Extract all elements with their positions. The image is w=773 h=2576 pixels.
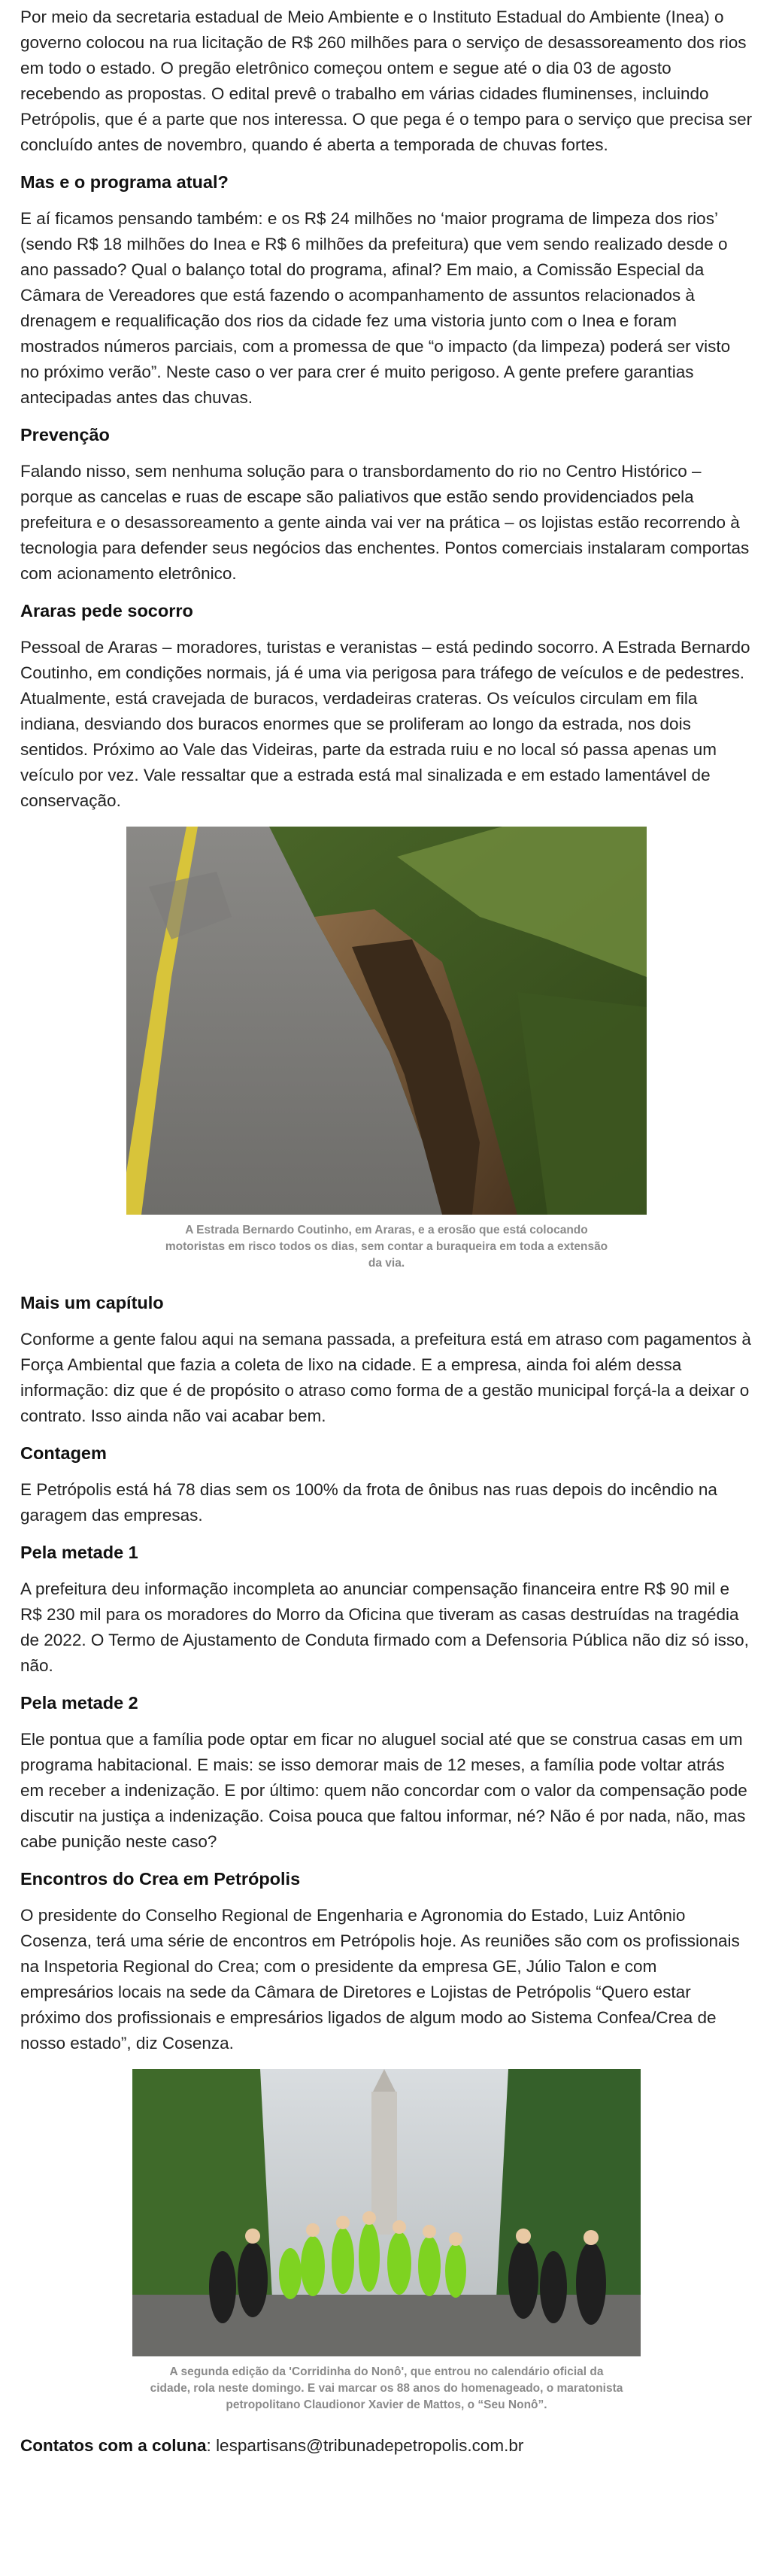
- column-contact: [20, 2433, 753, 2459]
- paragraph-araras: Pessoal de Araras – moradores, turistas e veranistas – está pedindo socorro. A Estrada Bernardo Coutinho, em condições normais, já é uma via perigosa para tráfego de veículos e de pedestres. Atualmente, está cravejada de buracos, verdadeiras crateras. Os veículos circulam em fila indiana, desviando dos buracos enormes que se proliferam ao longo da estrada, nos dois sentidos. Próximo ao Vale das Videiras, parte da estrada ruiu e no local só passa apenas um veículo por vez. Vale ressaltar que a estrada está mal sinalizada e em estado lamentável de conservação.: [20, 638, 750, 810]
- heading-capitulo: Mais um capítulo: [20, 1293, 164, 1312]
- paragraph-contagem: E Petrópolis está há 78 dias sem os 100% da frota de ônibus nas ruas depois do incêndio na garagem das empresas.: [20, 1480, 717, 1525]
- race-photo: [132, 2069, 641, 2356]
- paragraph-metade1: A prefeitura deu informação incompleta ao anunciar compensação financeira entre R$ 90 mil e R$ 230 mil para os moradores do Morro da Oficina que tiveram as casas destruídas na tragédia de 2022. O Termo de Ajustamento de Conduta firmado com a Defensoria Pública não diz só isso, não.: [20, 1579, 749, 1675]
- heading-contagem: Contagem: [20, 1443, 107, 1463]
- contact-label: Contatos com a coluna: [20, 2436, 207, 2455]
- paragraph-metade2: Ele pontua que a família pode optar em ficar no aluguel social até que se construa casas em um programa habitacional. E mais: se isso demorar mais de 12 meses, a família pode voltar atrás em receber a indenização. E por último: quem não concordar com o valor da compensação pode discutir na justiça a indenização. Coisa pouca que faltou informar, né? Não é por nada, não, mas cabe punição neste caso?: [20, 1730, 747, 1851]
- paragraph-intro: Por meio da secretaria estadual de Meio Ambiente e o Instituto Estadual do Ambiente (Inea) o governo colocou na rua licitação de R$ 260 milhões para o serviço de desassoreamento dos rios em todo o estado. O pregão eletrônico começou ontem e segue até o dia 03 de agosto recebendo as propostas. O edital prevê o trabalho em várias cidades fluminenses, incluindo Petrópolis, que é a parte que nos interessa. O que pega é o tempo para o serviço que precisa ser concluído antes de novembro, quando é aberta a temporada de chuvas fortes.: [20, 8, 753, 154]
- road-erosion-figure: [20, 827, 753, 1272]
- paragraph-programa: E aí ficamos pensando também: e os R$ 24 milhões no ‘maior programa de limpeza dos rios’ (sendo R$ 18 milhões do Inea e R$ 6 milhões da prefeitura) que vem sendo realizado desde o ano passado? Qual o balanço total do programa, afinal? Em maio, a Comissão Especial da Câmara de Vereadores que está fazendo o acompanhamento de assuntos relacionados à drenagem e requalificação dos rios da cidade fez uma vistoria junto com o Inea e foram mostrados números parciais, com a promessa de que “o impacto (da limpeza) poderá ser visto no próximo verão”. Neste caso o ver para crer é muito perigoso. A gente prefere garantias antecipadas antes das chuvas.: [20, 209, 731, 407]
- heading-araras: Araras pede socorro: [20, 601, 193, 620]
- heading-metade1: Pela metade 1: [20, 1543, 138, 1562]
- heading-programa: Mas e o programa atual?: [20, 172, 229, 192]
- heading-crea: Encontros do Crea em Petrópolis: [20, 1869, 301, 1889]
- paragraph-capitulo: Conforme a gente falou aqui na semana passada, a prefeitura está em atraso com pagamentos à Força Ambiental que fazia a coleta de lixo na cidade. E a empresa, ainda foi além dessa informação: diz que é de propósito o atraso como forma de a gestão municipal forçá-la a deixar o contrato. Isso ainda não vai acabar bem.: [20, 1330, 751, 1425]
- heading-prevencao: Prevenção: [20, 425, 110, 445]
- race-caption: A segunda edição da 'Corridinha do Nonô', que entrou no calendário oficial da cidade, rola neste domingo. E vai marcar os 88 anos do homenageado, o maratonista petropolitano Claudionor Xavier de Mattos, o “Seu Nonô”.: [150, 2365, 623, 2411]
- heading-metade2: Pela metade 2: [20, 1693, 138, 1713]
- road-erosion-caption: A Estrada Bernardo Coutinho, em Araras, e a erosão que está colocando motoristas em risco todos os dias, sem contar a buraqueira em toda a extensão da via.: [165, 1224, 608, 1270]
- paragraph-crea: O presidente do Conselho Regional de Engenharia e Agronomia do Estado, Luiz Antônio Cosenza, terá uma série de encontros em Petrópolis hoje. As reuniões são com os profissionais na Inspetoria Regional do Crea; com o presidente da empresa GE, Júlio Talon e com empresários locais na sede da Câmara de Diretores e Lojistas de Petrópolis “Quero estar próximo dos profissionais e empresários ligados de algum modo ao Sistema Confea/Crea de nosso estado”, diz Cosenza.: [20, 1906, 740, 2053]
- contact-email-link[interactable]: lespartisans@tribunadepetropolis.com.br: [216, 2436, 524, 2455]
- road-erosion-photo: [126, 827, 647, 1215]
- paragraph-prevencao: Falando nisso, sem nenhuma solução para o transbordamento do rio no Centro Histórico – porque as cancelas e ruas de escape são paliativos que estão sendo providenciados pela prefeitura e o desassoreamento a gente ainda vai ver na prática – os lojistas estão recorrendo à tecnologia para defender seus negócios das enchentes. Pontos comerciais instalaram comportas com acionamento eletrônico.: [20, 462, 750, 583]
- contact-separator: :: [206, 2436, 217, 2455]
- race-figure: [20, 2069, 753, 2414]
